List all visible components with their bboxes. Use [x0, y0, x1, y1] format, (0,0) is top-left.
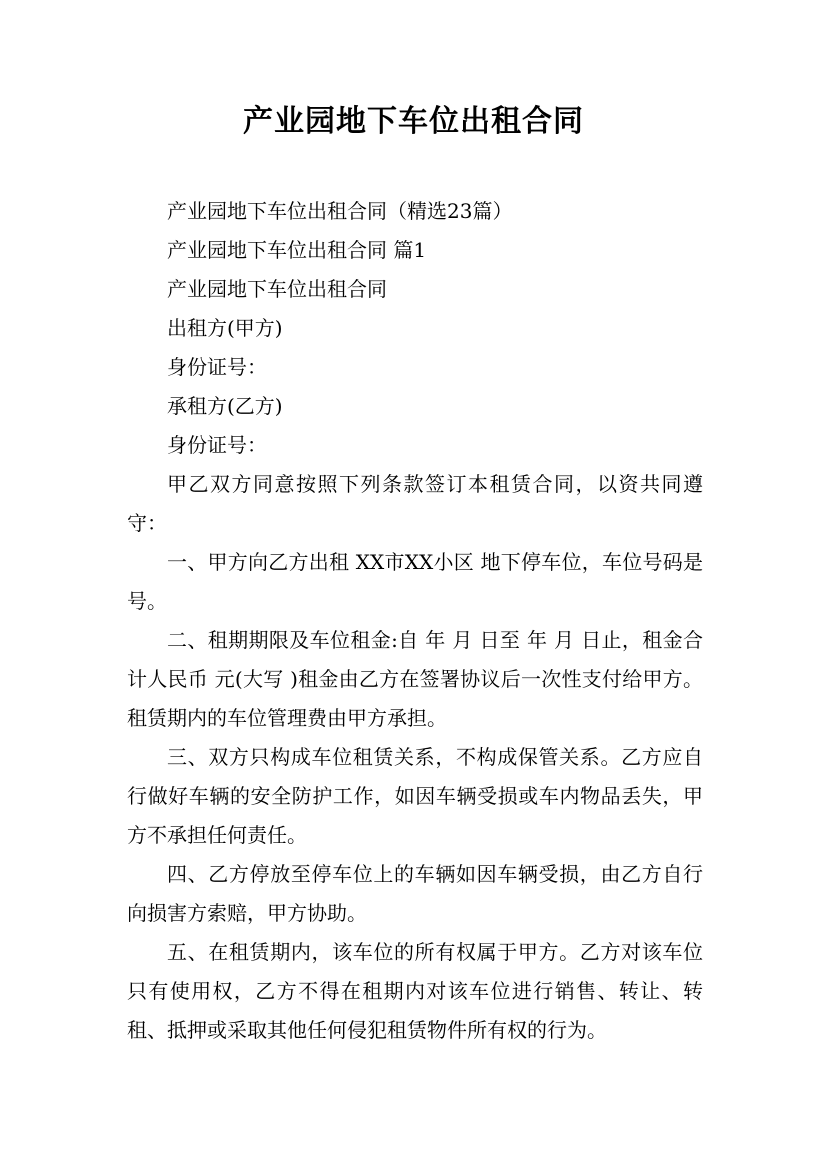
paragraph-lessor: 出租方(甲方) [167, 316, 283, 340]
document-title: 产业园地下车位出租合同 [243, 104, 584, 139]
paragraph-clause-3: 三、双方只构成车位租赁关系，不构成保管关系。乙方应自行做好车辆的安全防护工作，如因车辆受损或车内物品丢失，甲方不承担任何责任。 [127, 745, 703, 847]
paragraph-lessee: 承租方(乙方) [167, 394, 283, 418]
paragraph-clause-2: 二、租期期限及车位租金:自 年 月 日至 年 月 日止，租金合计人民币 元(大写 )租金由乙方在签署协议后一次性支付给甲方。租赁期内的车位管理费由甲方承担。 [127, 628, 703, 730]
paragraph-intro: 甲乙双方同意按照下列条款签订本租赁合同，以资共同遵守： [127, 472, 703, 535]
paragraph-clause-4: 四、乙方停放至停车位上的车辆如因车辆受损，由乙方自行向损害方索赔，甲方协助。 [127, 862, 703, 925]
paragraph-lessee-id: 身份证号： [167, 433, 267, 457]
document-body [127, 192, 703, 1050]
paragraph-contract-name: 产业园地下车位出租合同 [167, 277, 387, 301]
paragraph-subtitle: 产业园地下车位出租合同（精选23篇） [167, 199, 513, 223]
paragraph-lessor-id: 身份证号： [167, 355, 267, 379]
paragraph-clause-5: 五、在租赁期内，该车位的所有权属于甲方。乙方对该车位只有使用权，乙方不得在租期内对该车位进行销售、转让、转租、抵押或采取其他任何侵犯租赁物件所有权的行为。 [127, 940, 703, 1042]
paragraph-clause-1: 一、甲方向乙方出租 XX市XX小区 地下停车位，车位号码是 号。 [127, 550, 703, 613]
paragraph-section-heading: 产业园地下车位出租合同 篇1 [167, 238, 427, 262]
